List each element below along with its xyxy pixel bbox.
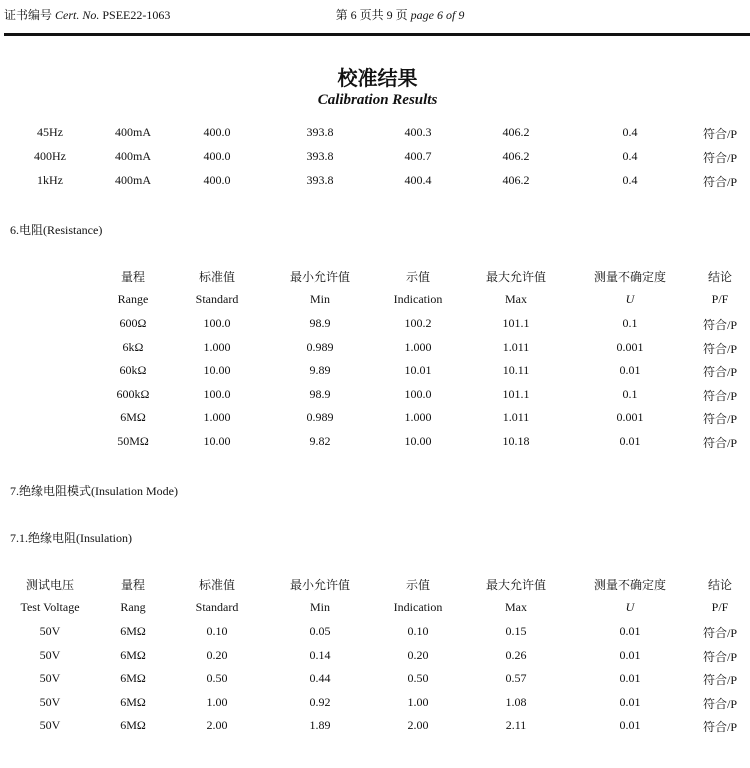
column-header-cn: 最大允许值: [485, 270, 547, 284]
table-cell: 9.89: [309, 363, 331, 378]
table-cell: 10.00: [203, 363, 231, 378]
table-cell: 符合/P: [702, 626, 738, 640]
table-cell: 400mA: [115, 173, 151, 187]
table-cell: 6MΩ: [120, 410, 146, 425]
table-cell: 393.8: [306, 149, 334, 163]
page-indicator-cn: 第 6 页共 9 页: [335, 8, 408, 22]
table-cell: 100.2: [404, 316, 432, 330]
table-cell: 1.011: [502, 339, 530, 354]
table-cell: 6MΩ: [120, 671, 146, 686]
table-cell: 400mA: [115, 125, 151, 139]
table-cell: 0.14: [309, 647, 331, 662]
table-cell: 符合/P: [702, 365, 738, 380]
insulation-mode-section-title: 7.绝缘电阻模式(Insulation Mode): [10, 484, 178, 498]
table-cell: 0.50: [407, 671, 429, 686]
table-cell: 50V: [39, 647, 61, 662]
table-cell: 0.05: [309, 624, 331, 638]
column-header-cn: 最小允许值: [289, 578, 351, 592]
column-header-cn: 最大允许值: [485, 578, 547, 592]
table-cell: 1kHz: [37, 173, 63, 187]
table-cell: 10.00: [404, 434, 432, 448]
column-header-en: U: [625, 292, 635, 306]
table-cell: 1.000: [404, 410, 432, 425]
table-cell: 50V: [39, 624, 61, 638]
table-cell: 400mA: [115, 149, 151, 163]
table-cell: 符合/P: [702, 318, 738, 332]
column-header-cn: 量程: [120, 578, 146, 592]
table-cell: 101.1: [502, 316, 530, 330]
column-header-en: P/F: [711, 292, 729, 306]
page-title-cn: 校准结果: [337, 66, 418, 90]
table-cell: 1.00: [407, 694, 429, 709]
table-cell: 符合/P: [702, 127, 738, 141]
table-cell: 9.82: [309, 434, 331, 448]
table-cell: 0.01: [619, 434, 641, 448]
column-header-en: P/F: [711, 600, 729, 614]
page-title-en: Calibration Results: [317, 92, 438, 108]
table-cell: 0.10: [407, 624, 429, 638]
table-cell: 符合/P: [702, 696, 738, 711]
table-cell: 100.0: [203, 316, 231, 330]
column-header-en: Indication: [393, 600, 443, 614]
column-header-en: Standard: [195, 292, 239, 306]
table-cell: 393.8: [306, 125, 334, 139]
table-cell: 6MΩ: [120, 647, 146, 662]
table-cell: 60kΩ: [119, 363, 147, 378]
column-header-cn: 示值: [405, 578, 431, 592]
table-cell: 1.08: [505, 694, 527, 709]
table-cell: 50V: [39, 718, 61, 733]
table-cell: 0.26: [505, 647, 527, 662]
table-cell: 符合/P: [702, 649, 738, 664]
column-header-en: Standard: [195, 600, 239, 614]
page-indicator-en: page 6 of 9: [410, 8, 465, 22]
table-cell: 0.01: [619, 647, 641, 662]
table-cell: 10.11: [502, 363, 530, 378]
cert-label-cn: 证书编号: [4, 8, 53, 22]
table-cell: 1.000: [203, 339, 231, 354]
table-cell: 符合/P: [702, 720, 738, 735]
table-cell: 0.989: [306, 410, 334, 425]
table-cell: 0.1: [622, 386, 638, 401]
table-cell: 10.00: [203, 434, 231, 448]
table-cell: 符合/P: [702, 175, 738, 189]
table-cell: 406.2: [502, 125, 530, 139]
table-cell: 98.9: [309, 316, 331, 330]
column-header-en: Max: [505, 292, 527, 306]
table-cell: 0.4: [622, 149, 638, 163]
table-cell: 符合/P: [702, 436, 738, 450]
table-cell: 6MΩ: [120, 694, 146, 709]
table-cell: 400.0: [203, 125, 231, 139]
table-cell: 400.4: [404, 173, 432, 187]
table-cell: 0.4: [622, 125, 638, 139]
table-cell: 10.01: [404, 363, 432, 378]
table-cell: 50V: [39, 671, 61, 686]
column-header-en: Rang: [120, 600, 146, 614]
table-cell: 50V: [39, 694, 61, 709]
table-cell: 400.7: [404, 149, 432, 163]
table-cell: 6MΩ: [120, 624, 146, 638]
table-cell: 0.92: [309, 694, 331, 709]
column-header-cn: 示值: [405, 270, 431, 284]
table-cell: 1.00: [206, 694, 228, 709]
table-cell: 0.44: [309, 671, 331, 686]
table-cell: 400.3: [404, 125, 432, 139]
resistance-section-title: 6.电阻(Resistance): [10, 223, 103, 237]
table-cell: 400.0: [203, 173, 231, 187]
table-cell: 1.000: [203, 410, 231, 425]
column-header-cn: 测量不确定度: [593, 578, 667, 592]
table-cell: 0.01: [619, 718, 641, 733]
column-header-cn: 量程: [120, 270, 146, 284]
table-cell: 0.15: [505, 624, 527, 638]
table-cell: 0.01: [619, 671, 641, 686]
table-cell: 406.2: [502, 173, 530, 187]
table-cell: 0.20: [407, 647, 429, 662]
table-cell: 10.18: [502, 434, 530, 448]
table-cell: 0.1: [622, 316, 638, 330]
table-cell: 98.9: [309, 386, 331, 401]
column-header-en: Test Voltage: [20, 600, 80, 614]
column-header-en: Min: [309, 292, 331, 306]
column-header-cn: 结论: [707, 578, 733, 592]
table-cell: 45Hz: [37, 125, 63, 139]
column-header-cn: 标准值: [198, 578, 236, 592]
table-cell: 0.20: [206, 647, 228, 662]
column-header-en: Max: [505, 600, 527, 614]
table-cell: 101.1: [502, 386, 530, 401]
table-cell: 1.000: [404, 339, 432, 354]
table-cell: 2.00: [206, 718, 228, 733]
table-cell: 400.0: [203, 149, 231, 163]
table-cell: 2.00: [407, 718, 429, 733]
column-header-cn: 最小允许值: [289, 270, 351, 284]
table-cell: 100.0: [203, 386, 231, 401]
column-header-en: Min: [309, 600, 331, 614]
column-header-cn: 测试电压: [25, 578, 75, 592]
table-cell: 393.8: [306, 173, 334, 187]
cert-label-en: Cert. No.: [55, 8, 100, 22]
insulation-section-title: 7.1.绝缘电阻(Insulation): [10, 531, 132, 545]
table-cell: 符合/P: [702, 673, 738, 688]
table-cell: 0.001: [616, 410, 644, 425]
table-cell: 0.57: [505, 671, 527, 686]
table-cell: 406.2: [502, 149, 530, 163]
table-cell: 0.50: [206, 671, 228, 686]
table-cell: 6kΩ: [122, 339, 144, 354]
table-cell: 1.89: [309, 718, 331, 733]
table-cell: 0.01: [619, 363, 641, 378]
table-cell: 0.4: [622, 173, 638, 187]
header-divider: [4, 33, 750, 36]
table-cell: 0.989: [306, 339, 334, 354]
table-cell: 0.01: [619, 694, 641, 709]
column-header-en: U: [625, 600, 635, 614]
table-cell: 2.11: [505, 718, 527, 733]
column-header-en: Range: [117, 292, 149, 306]
table-cell: 符合/P: [702, 151, 738, 165]
table-cell: 600Ω: [119, 316, 147, 330]
column-header-en: Indication: [393, 292, 443, 306]
table-cell: 0.10: [206, 624, 228, 638]
cert-number-value: PSEE22-1063: [102, 8, 171, 22]
table-cell: 符合/P: [702, 412, 738, 427]
column-header-cn: 测量不确定度: [593, 270, 667, 284]
table-cell: 0.001: [616, 339, 644, 354]
table-cell: 0.01: [619, 624, 641, 638]
column-header-cn: 标准值: [198, 270, 236, 284]
table-cell: 1.011: [502, 410, 530, 425]
table-cell: 50MΩ: [117, 434, 149, 448]
page-indicator: [0, 6, 750, 23]
table-cell: 符合/P: [702, 388, 738, 403]
table-cell: 100.0: [404, 386, 432, 401]
table-cell: 600kΩ: [116, 386, 150, 401]
column-header-cn: 结论: [707, 270, 733, 284]
table-cell: 400Hz: [34, 149, 66, 163]
table-cell: 6MΩ: [120, 718, 146, 733]
table-cell: 符合/P: [702, 341, 738, 356]
